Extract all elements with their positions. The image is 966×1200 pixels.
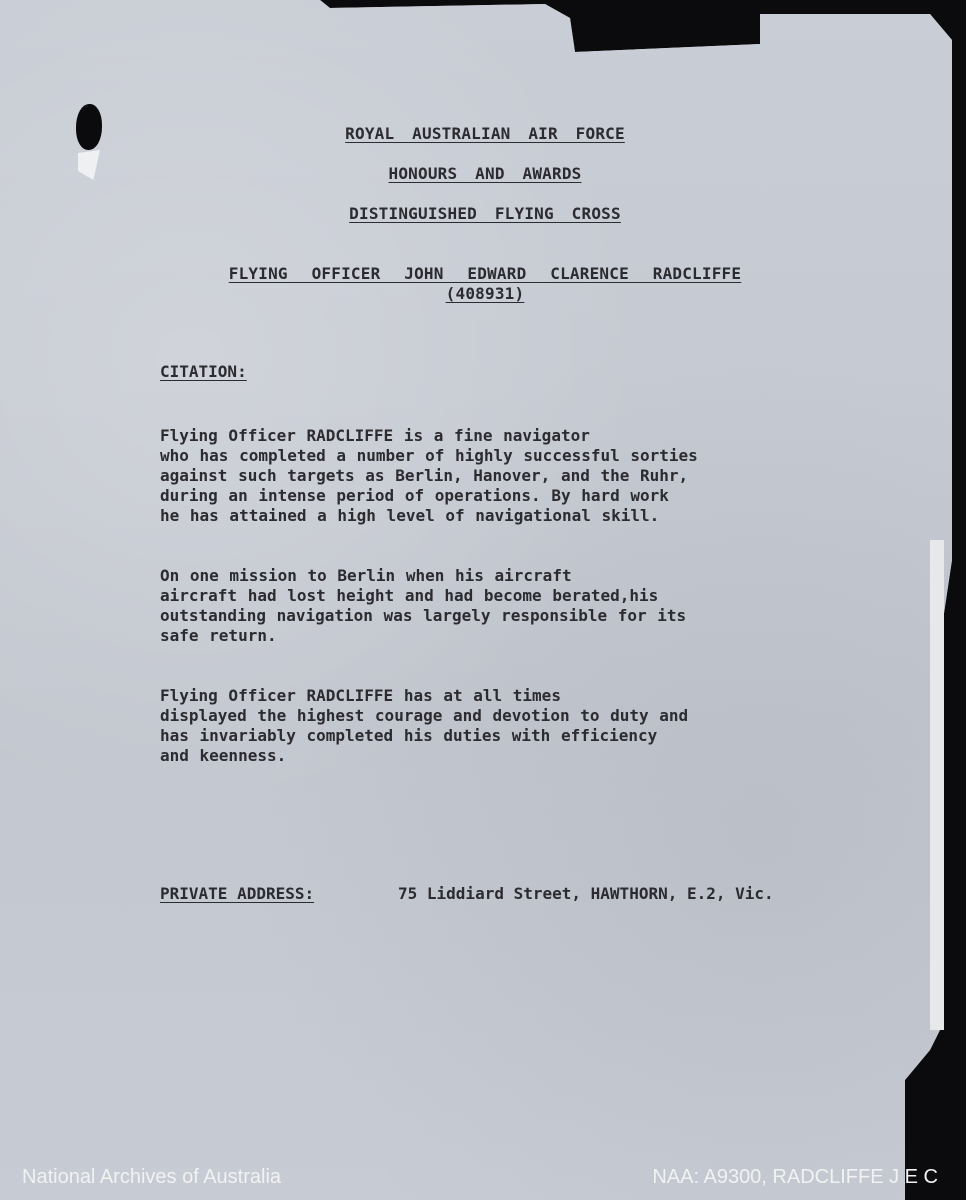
citation-paragraph: On one mission to Berlin when his aircraft aircraft had lost height and had become berated,his outstanding navigation was largely responsible for its safe return. [160,566,687,645]
private-address-label: PRIVATE ADDRESS: [160,884,315,903]
recipient-name: FLYING OFFICER JOHN EDWARD CLARENCE RADCLIFFE [228,264,742,283]
heading-award: DISTINGUISHED FLYING CROSS [349,204,621,223]
citation-label: CITATION: [160,362,247,381]
citation-paragraph: Flying Officer RADCLIFFE has at all times displayed the highest courage and devotion to duty and has invariably completed his duties with efficiency and keenness. [160,686,689,765]
private-address-value: 75 Liddiard Street, HAWTHORN, E.2, Vic. [398,884,774,903]
heading-honours: HONOURS AND AWARDS [388,164,582,183]
archive-reference: NAA: A9300, RADCLIFFE J E C [652,1166,938,1188]
archive-name: National Archives of Australia [22,1166,282,1188]
heading-raaf: ROYAL AUSTRALIAN AIR FORCE [345,124,625,143]
citation-paragraph: Flying Officer RADCLIFFE is a fine navigator who has completed a number of highly successful sorties against such targets as Berlin, Hanover, and the Ruhr, during an intense period of operations. By hard work he has attained a high level of navigational skill. [160,426,698,525]
service-number: (408931) [445,284,525,303]
